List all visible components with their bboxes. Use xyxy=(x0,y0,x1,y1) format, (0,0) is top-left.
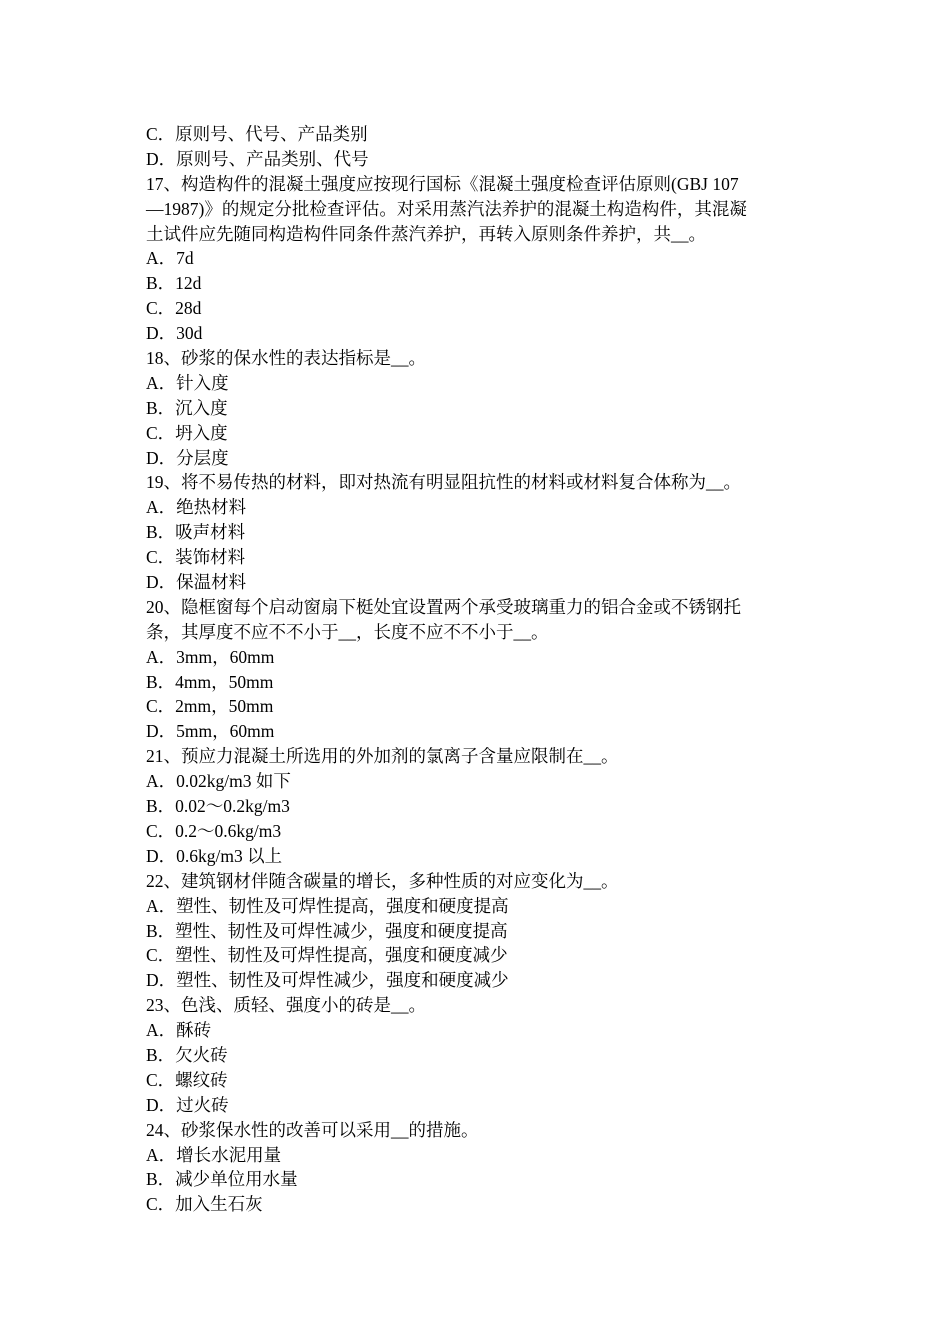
answer-option-line: C．装饰材料 xyxy=(146,547,246,568)
question-text-line: 21、预应力混凝土所选用的外加剂的氯离子含量应限制在__。 xyxy=(146,746,619,767)
answer-option-line: D．保温材料 xyxy=(146,572,247,593)
answer-option-line: B．欠火砖 xyxy=(146,1044,228,1065)
question-text-line: —1987)》的规定分批检查评估。对采用蒸汽法养护的混凝土构造构件，其混凝 xyxy=(146,198,747,219)
answer-option-line: D．分层度 xyxy=(146,447,229,468)
answer-option-line: B．沉入度 xyxy=(146,397,228,418)
answer-option-line: C．原则号、代号、产品类别 xyxy=(146,124,368,144)
answer-option-line: D．原则号、产品类别、代号 xyxy=(146,148,369,169)
answer-option-line: A．塑性、韧性及可焊性提高，强度和硬度提高 xyxy=(146,895,509,916)
answer-option-line: D．过火砖 xyxy=(146,1094,229,1115)
answer-option-line: B．0.02～0.2kg/m3 xyxy=(146,796,290,817)
question-text-line: 20、隐框窗每个启动窗扇下梃处宜设置两个承受玻璃重力的铝合金或不锈钢托 xyxy=(146,596,741,617)
answer-option-line: A．绝热材料 xyxy=(146,497,247,518)
answer-option-line: C．坍入度 xyxy=(146,422,228,443)
answer-option-line: D．塑性、韧性及可焊性减少，强度和硬度减少 xyxy=(146,970,509,991)
answer-option-line: A．7d xyxy=(146,248,194,269)
question-text-line: 24、砂浆保水性的改善可以采用__的措施。 xyxy=(146,1119,479,1140)
answer-option-line: C．螺纹砖 xyxy=(146,1069,228,1090)
answer-option-line: C．0.2～0.6kg/m3 xyxy=(146,820,282,841)
answer-option-line: B．塑性、韧性及可焊性减少，强度和硬度提高 xyxy=(146,920,508,941)
question-text-line: 条，其厚度不应不不小于__，长度不应不不小于__。 xyxy=(146,621,549,642)
question-text-line: 23、色浅、质轻、强度小的砖是__。 xyxy=(146,995,426,1016)
question-text-line: 17、构造构件的混凝土强度应按现行国标《混凝土强度检查评估原则(GBJ 107 xyxy=(146,173,739,194)
answer-option-line: B．12d xyxy=(146,273,202,294)
question-text-line: 22、建筑钢材伴随含碳量的增长，多种性质的对应变化为__。 xyxy=(146,870,619,891)
answer-option-line: A．3mm，60mm xyxy=(146,646,275,667)
answer-option-line: A．增长水泥用量 xyxy=(146,1144,282,1165)
answer-option-line: B．吸声材料 xyxy=(146,522,246,543)
answer-option-line: A．针入度 xyxy=(146,372,229,393)
answer-option-line: B．减少单位用水量 xyxy=(146,1169,298,1190)
question-text-line: 土试件应先随同构造构件同条件蒸汽养护，再转入原则条件养护，共__。 xyxy=(146,223,706,244)
answer-option-line: D．5mm，60mm xyxy=(146,721,275,742)
answer-option-line: D．0.6kg/m3 以上 xyxy=(146,845,283,866)
answer-option-line: C．2mm，50mm xyxy=(146,696,274,717)
answer-option-line: C．28d xyxy=(146,298,202,319)
answer-option-line: A．酥砖 xyxy=(146,1020,212,1041)
question-text-line: 19、将不易传热的材料，即对热流有明显阻抗性的材料或材料复合体称为__。 xyxy=(146,472,741,493)
document-body xyxy=(146,122,816,1217)
question-text-line: 18、砂浆的保水性的表达指标是__。 xyxy=(146,348,426,369)
answer-option-line: C．塑性、韧性及可焊性提高，强度和硬度减少 xyxy=(146,945,508,966)
answer-option-line: C．加入生石灰 xyxy=(146,1194,263,1215)
answer-option-line: A．0.02kg/m3 如下 xyxy=(146,771,291,792)
answer-option-line: D．30d xyxy=(146,323,203,344)
answer-option-line: B．4mm，50mm xyxy=(146,671,274,692)
